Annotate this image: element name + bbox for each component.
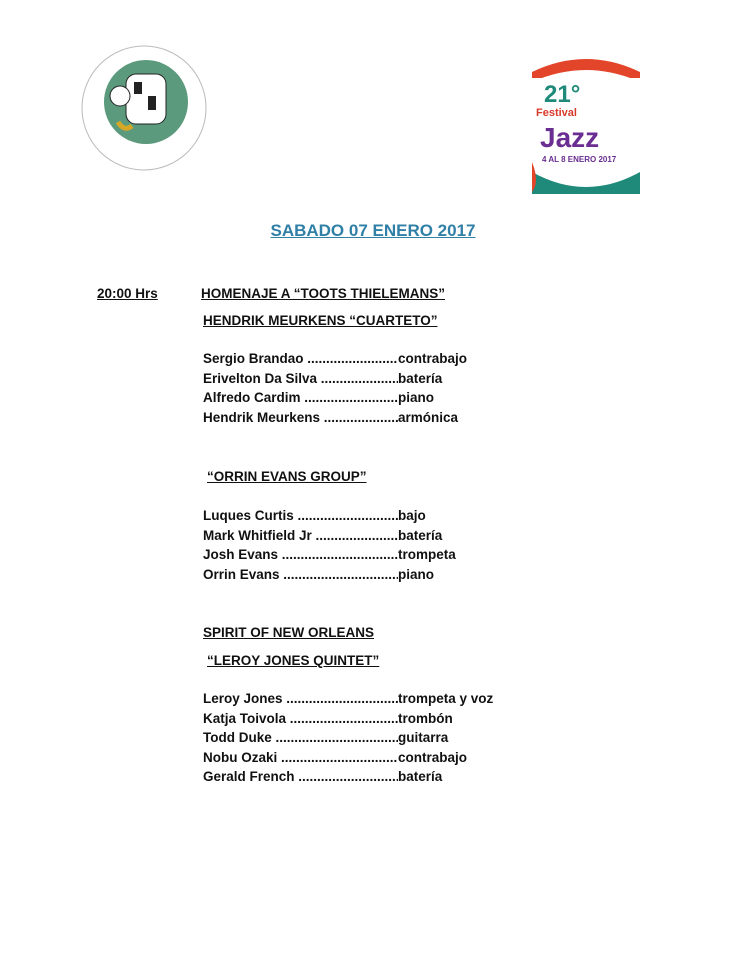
list-item: Todd Duke ..... guitarra [203, 730, 523, 749]
section-heading: “ORRIN EVANS GROUP” [207, 469, 367, 484]
list-item: Orrin Evans ..... piano [203, 567, 523, 586]
svg-text:Jazz: Jazz [540, 122, 600, 153]
festival-logo-right [530, 52, 642, 194]
section-heading: “LEROY JONES QUINTET” [207, 653, 380, 668]
list-item: Alfredo Cardim ..... piano [203, 390, 523, 409]
list-item: Nobu Ozaki ..... contrabajo [203, 750, 523, 769]
section-heading: HENDRIK MEURKENS “CUARTETO” [203, 313, 438, 328]
list-item: Leroy Jones ..... trompeta y voz [203, 691, 523, 710]
list-item: Erivelton Da Silva ..... batería [203, 371, 523, 390]
section-pre-heading: SPIRIT OF NEW ORLEANS [203, 625, 375, 640]
page-title: SABADO 07 ENERO 2017 [270, 221, 476, 240]
list-item: Mark Whitfield Jr ..... batería [203, 528, 523, 547]
time-label: 20:00 Hrs [97, 286, 158, 301]
list-item: Gerald French ..... batería [203, 769, 523, 788]
list-item: Katja Toivola ..... trombón [203, 711, 523, 730]
svg-text:4 AL 8 ENERO 2017: 4 AL 8 ENERO 2017 [542, 155, 617, 164]
festival-logo-left [78, 44, 210, 172]
list-item: Luques Curtis ..... bajo [203, 508, 523, 527]
list-item: Josh Evans ..... trompeta [203, 547, 523, 566]
list-item: Sergio Brandao ..... contrabajo [203, 351, 523, 370]
svg-text:Festival: Festival [536, 107, 577, 119]
list-item: Hendrik Meurkens ..... armónica [203, 410, 523, 429]
svg-text:21°: 21° [544, 81, 581, 108]
homage-heading: HOMENAJE A “TOOTS THIELEMANS” [201, 286, 446, 301]
